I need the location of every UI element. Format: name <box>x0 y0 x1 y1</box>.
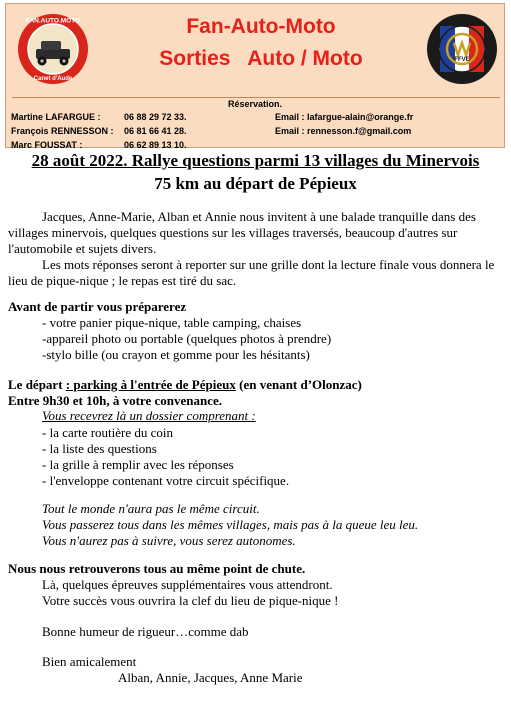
dossier-item: - l'enveloppe contenant votre circuit spécifique. <box>42 473 290 488</box>
contact-name: Marc FOUSSAT : <box>11 140 83 150</box>
intro-line: Jacques, Anne-Marie, Alban et Annie nous invitent à une balade tranquille dans des <box>42 209 476 224</box>
departure-time: Entre 9h30 et 10h, à votre convenance. <box>8 393 222 408</box>
departure-label: Le départ <box>8 377 66 392</box>
svg-text:FFVE: FFVE <box>454 57 470 63</box>
dossier-item: - la grille à remplir avec les réponses <box>42 457 234 472</box>
finish-title: Nous nous retrouverons tous au même point de chute. <box>8 561 306 576</box>
contact-phone: 06 62 89 13 10. <box>124 140 187 150</box>
intro-line: lieu de pique-nique ; le repas est tiré du sac. <box>8 273 237 288</box>
outings-subtitle: Sorties Auto / Moto <box>159 47 363 70</box>
intro-line: Les mots réponses seront à reporter sur une grille dont la lecture finale vous donnera le <box>42 257 495 272</box>
contact-name: François RENNESSON : <box>11 126 114 136</box>
dossier-item: - la liste des questions <box>42 441 157 456</box>
dossier-item: - la carte routière du coin <box>42 425 174 440</box>
circuit-line: Tout le monde n'aura pas le même circuit. <box>42 501 260 516</box>
svg-text:FAN.AUTO.MOTO: FAN.AUTO.MOTO <box>25 17 81 25</box>
svg-text:Canet d'Aude: Canet d'Aude <box>33 76 73 82</box>
prepare-item: -appareil photo ou portable (quelques photos à prendre) <box>42 331 332 346</box>
greeting: Bien amicalement <box>42 654 137 669</box>
signature: Alban, Annie, Jacques, Anne Marie <box>118 670 303 685</box>
reservation-label: Réservation. <box>228 99 283 109</box>
contact-phone: 06 88 29 72 33. <box>124 112 187 122</box>
event-subheadline: 75 km au départ de Pépieux <box>154 174 357 193</box>
event-headline: 28 août 2022. Rallye questions parmi 13 villages du Minervois <box>31 151 480 170</box>
intro-line: villages minervois, quelques questions sur les villages traversés, beaucoup d'autres sur <box>8 225 458 240</box>
circuit-line: Vous n'aurez pas à suivre, vous serez autonomes. <box>42 533 296 548</box>
circuit-line: Vous passerez tous dans les mêmes villages, mais pas à la queue leu leu. <box>42 517 419 532</box>
departure-place: : parking à l'entrée de Pépieux <box>65 377 236 392</box>
departure-note: (en venant d’Olonzac) <box>235 377 362 392</box>
finish-line: Votre succès vous ouvrira la clef du lieu de pique-nique ! <box>42 593 339 608</box>
prepare-title: Avant de partir vous préparerez <box>8 299 187 314</box>
prepare-item: - votre panier pique-nique, table camping, chaises <box>42 315 302 330</box>
dossier-title: Vous recevrez là un dossier comprenant : <box>42 408 256 423</box>
header-divider <box>12 97 500 98</box>
fan-auto-moto-logo <box>17 13 89 85</box>
mood-line: Bonne humeur de rigueur…comme dab <box>42 624 249 639</box>
club-name-title: Fan-Auto-Moto <box>186 15 336 38</box>
departure-line <box>8 377 362 393</box>
ffve-logo <box>426 13 498 85</box>
finish-line: Là, quelques épreuves supplémentaires vous attendront. <box>42 577 333 592</box>
prepare-item: -stylo bille (ou crayon et gomme pour les hésitants) <box>42 347 310 362</box>
contact-email[interactable]: Email : rennesson.f@gmail.com <box>275 126 412 136</box>
contact-name: Martine LAFARGUE : <box>11 112 101 122</box>
contact-email[interactable]: Email : lafargue-alain@orange.fr <box>275 112 414 122</box>
contact-phone: 06 81 66 41 28. <box>124 126 187 136</box>
intro-line: l'automobile et sujets divers. <box>8 241 157 256</box>
header-banner <box>5 3 505 148</box>
